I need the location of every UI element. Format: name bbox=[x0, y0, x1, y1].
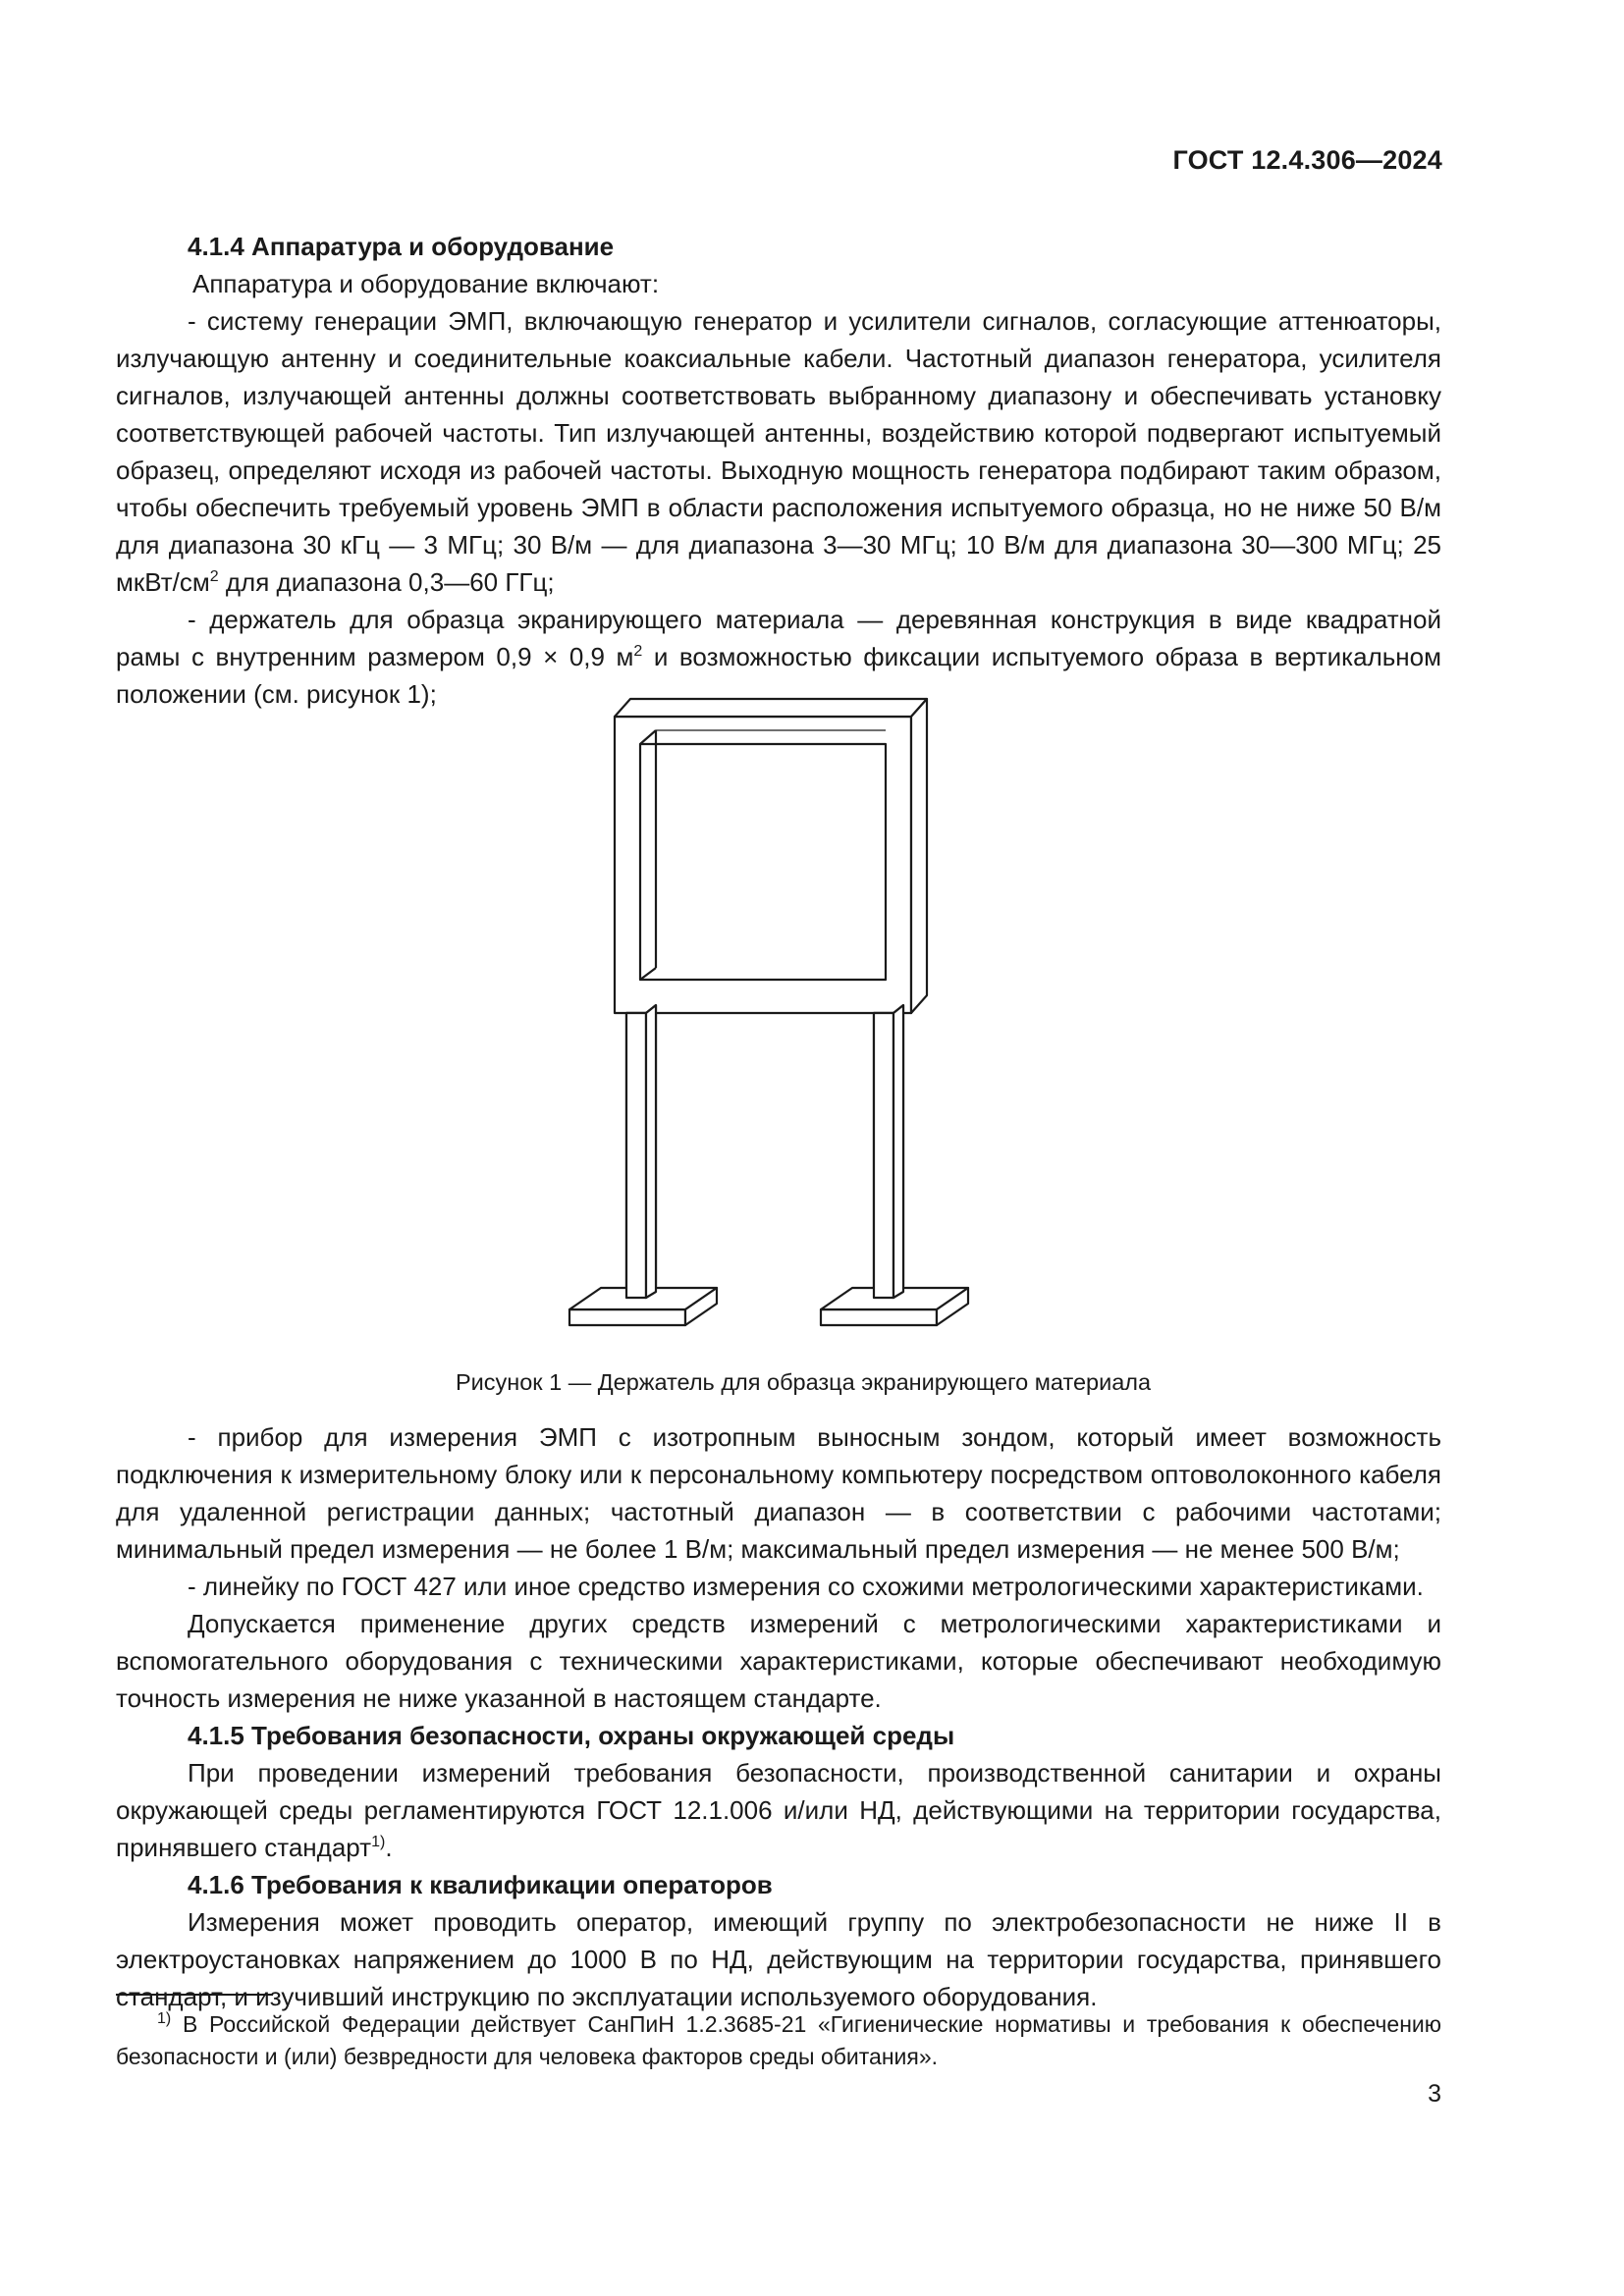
document-id-header: ГОСТ 12.4.306—2024 bbox=[1172, 145, 1442, 175]
paragraph bbox=[116, 1754, 1441, 1866]
frame-holder-illustration bbox=[550, 685, 1011, 1341]
paragraph: Допускается применение других средств измерений с метрологическими характеристиками и вспомогательного оборудования с техническими характеристиками, которые обеспечивают необходимую точность измерения не ниже указанной в настоящем стандарте. bbox=[116, 1609, 1441, 1713]
footnote-text: В Российской Федерации действует СанПиН 1.2.3685-21 «Гигиенические нормативы и требования к обеспечению безопасности и (или) безвредности для человека факторов среды обитания». bbox=[116, 2011, 1441, 2069]
figure-caption: Рисунок 1 — Держатель для образца экранирующего материала bbox=[455, 1369, 1152, 1395]
superscript: 2 bbox=[633, 643, 643, 660]
footnote-paragraph bbox=[116, 2008, 1441, 2073]
section-heading: 4.1.5 Требования безопасности, охраны окружающей среды bbox=[188, 1721, 955, 1750]
section-4-1-4 bbox=[116, 228, 1441, 713]
figure-holder-drawing bbox=[550, 685, 1011, 1341]
list-item-text: - держатель для образца экранирующего материала — деревянная конструкция в виде квадратной рамы с внутренним размером 0,9 × 0,9 м bbox=[116, 605, 1441, 671]
section-heading: 4.1.4 Аппаратура и оборудование bbox=[188, 232, 615, 261]
list-item bbox=[116, 302, 1441, 601]
list-item-text: - систему генерации ЭМП, включающую генератор и усилители сигналов, согласующие аттенюаторы, излучающую антенну и соединительные коаксиальные кабели. Частотный диапазон генератора, усилителя сигналов, излучающей антенны должны соответствовать выбранному диапазону и обеспечивать установку соответствующей рабочей частоты. Тип излучающей антенны, воздействию которой подвергают испытуемый образец, определяют исходя из рабочей частоты. Выходную мощность генератора подбирают таким образом, чтобы обеспечить требуемый уровень ЭМП в области расположения испытуемого образца, но не ниже 50 В/м для диапазона 30 кГц — 3 МГц; 30 В/м — для диапазона 3—30 МГц; 10 В/м для диапазона 30—300 МГц; 25 мкВт/см bbox=[116, 306, 1441, 597]
footnote-reference: 1) bbox=[371, 1834, 386, 1850]
footnote-mark: 1) bbox=[157, 2010, 172, 2027]
list-item: - линейку по ГОСТ 427 или иное средство измерения со схожими метрологическими характеристиками. bbox=[188, 1572, 1424, 1601]
list-item-text-tail: для диапазона 0,3—60 ГГц; bbox=[218, 567, 555, 597]
list-item: - прибор для измерения ЭМП с изотропным выносным зондом, который имеет возможность подключения к измерительному блоку или к персональному компьютеру посредством оптоволоконного кабеля для удаленной регистрации данных; частотный диапазон — в соответствии с рабочими частотами; минимальный предел измерения — не более 1 В/м; максимальный предел измерения — не менее 500 В/м; bbox=[116, 1422, 1441, 1564]
superscript: 2 bbox=[209, 568, 219, 585]
paragraph-text-tail: . bbox=[385, 1833, 393, 1862]
section-heading: 4.1.6 Требования к квалификации операторов bbox=[188, 1870, 773, 1899]
footnote bbox=[116, 2008, 1441, 2073]
page-number: 3 bbox=[1428, 2080, 1441, 2108]
paragraph-text: При проведении измерений требования безопасности, производственной санитарии и охраны окружающей среды регламентируются ГОСТ 12.1.006 и/или НД, действующими на территории государства, принявшего стандарт bbox=[116, 1758, 1441, 1862]
paragraph: Аппаратура и оборудование включают: bbox=[192, 269, 660, 298]
section-continuation bbox=[116, 1418, 1441, 2015]
footnote-divider bbox=[116, 1994, 273, 1996]
paragraph: Измерения может проводить оператор, имеющий группу по электробезопасности не ниже II в электроустановках напряжением до 1000 В по НД, действующим на территории государства, принявшего стандарт, и изучивший инструкцию по эксплуатации используемого оборудования. bbox=[116, 1907, 1441, 2011]
list-item-text-tail: и возможностью фиксации испытуемого образа в вертикальном положении (см. рисунок 1); bbox=[116, 642, 1442, 709]
